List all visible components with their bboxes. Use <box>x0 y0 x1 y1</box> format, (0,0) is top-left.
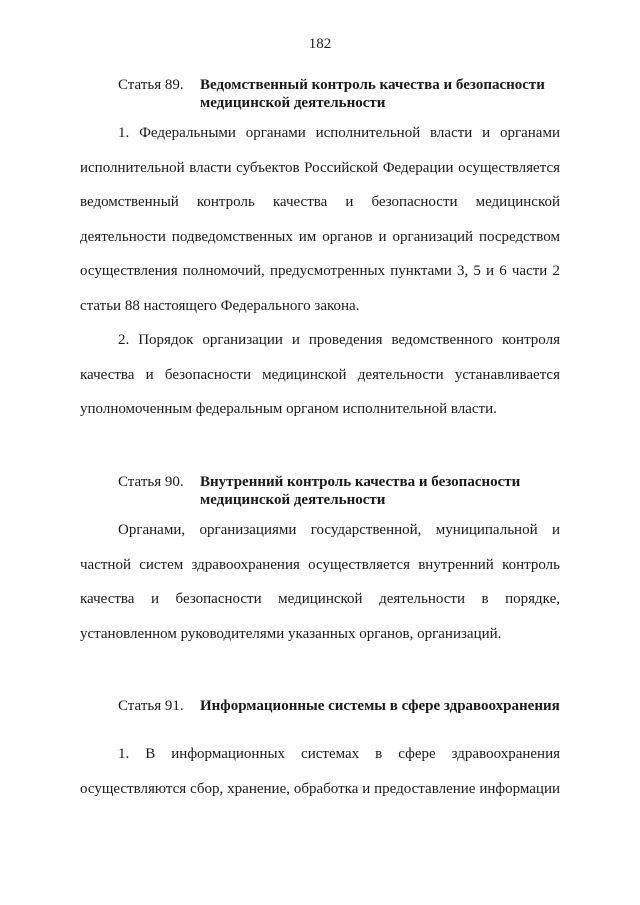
article-91-paragraph-1: 1. В информационных системах в сфере здравоохранения осуществляются сбор, хранение, обработка и предоставление информации <box>80 746 560 797</box>
article-89-paragraph-2: 2. Порядок организации и проведения ведомственного контроля качества и безопасности медицинской деятельности устанавливается уполномоченным федеральным органом исполнительной власти. <box>80 332 560 417</box>
article-89-title: Ведомственный контроль качества и безопасности медицинской деятельности <box>200 77 545 111</box>
article-90-title: Внутренний контроль качества и безопасности медицинской деятельности <box>200 474 521 508</box>
article-89-label: Статья 89. <box>118 77 184 93</box>
article-89-paragraph-1: 1. Федеральными органами исполнительной власти и органами исполнительной власти субъектов Российской Федерации осуществляется ведомственный контроль качества и безопасности медицинской деятельности подведомственных им органов и организаций посредством осуществления полномочий, предусмотренных пунктами 3, 5 и 6 части 2 статьи 88 настоящего Федерального закона. <box>80 125 560 314</box>
article-90-paragraph-1: Органами, организациями государственной, муниципальной и частной систем здравоохранения осуществляется внутренний контроль качества и безопасности медицинской деятельности в порядке, установленном руководителями указанных органов, организаций. <box>80 522 560 642</box>
article-91-label: Статья 91. <box>118 698 184 714</box>
page-number: 182 <box>308 36 332 52</box>
article-90-label: Статья 90. <box>118 474 184 490</box>
article-91-title: Информационные системы в сфере здравоохранения <box>200 698 560 714</box>
